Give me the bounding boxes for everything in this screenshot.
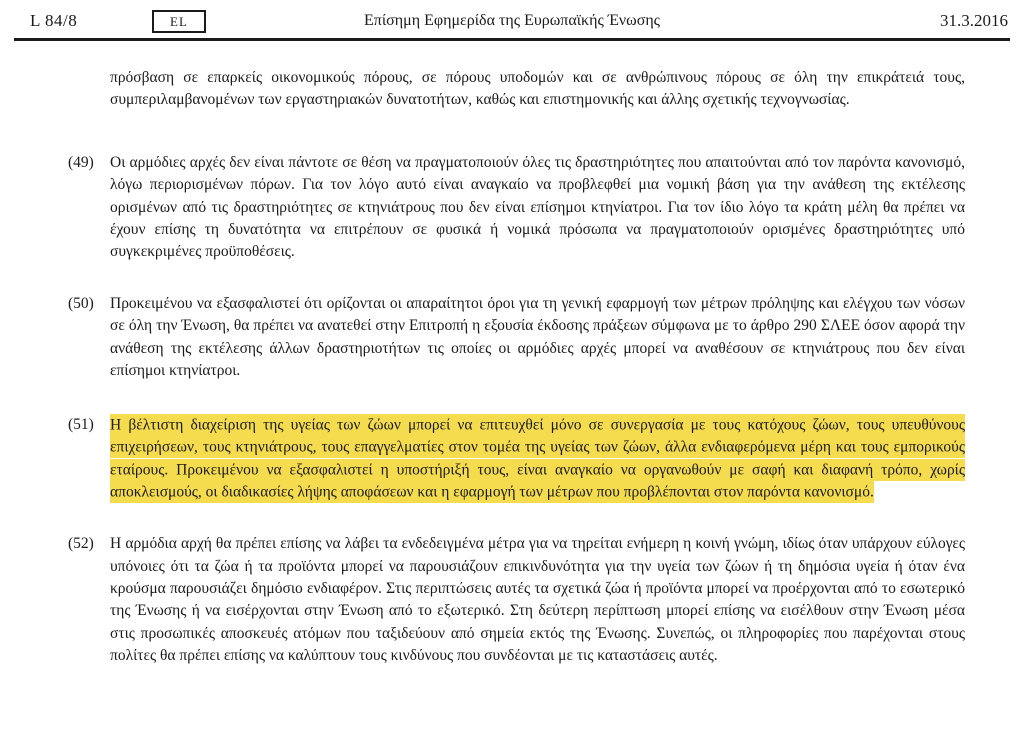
journal-title: Επίσημη Εφημερίδα της Ευρωπαϊκής Ένωσης	[363, 12, 661, 29]
recital-text	[110, 293, 965, 383]
recital-paragraph	[0, 293, 1024, 383]
recital-text	[110, 152, 965, 264]
recital-paragraph	[0, 533, 1024, 667]
header-divider	[14, 38, 1010, 41]
recital-number: (51)	[68, 416, 94, 434]
page-number: L 84/8	[30, 11, 78, 30]
recital-text-highlighted	[110, 414, 965, 504]
recitals-section	[0, 48, 1024, 668]
recital-paragraph	[0, 414, 1024, 504]
recital-number: (52)	[68, 535, 94, 553]
recital-paragraph	[0, 67, 1024, 112]
language-badge: EL	[152, 10, 206, 33]
recital-paragraph	[0, 152, 1024, 264]
highlight-marker: Η βέλτιστη διαχείριση της υγείας των ζώων μπορεί να επιτευχθεί μόνο σε συνεργασία με τους κατόχους ζώων, τους υπευθύνους επιχειρήσεων, τους κτηνιάτρους, τους επαγγελματίες στον τομέα της υγείας των ζώων, άλλα ενδιαφερόμενα μέρη και τους εμπορικούς εταίρους. Προκειμένου να εξασφαλιστεί η υποστήριξή τους, είναι αναγκαίο να οργανωθούν με σαφή και διαφανή τρόπο, χωρίς αποκλεισμούς, οι διαδικασίες λήψης αποφάσεων και η εφαρμογή των μέτρων που προβλέπονται στον παρόντα κανονισμό.	[110, 414, 965, 503]
recital-text	[110, 67, 965, 112]
recital-text-body: Η αρμόδια αρχή θα πρέπει επίσης να λάβει τα ενδεδειγμένα μέτρα για να τηρείται ενήμερη η κοινή γνώμη, ιδίως όταν υπάρχουν εύλογες υπόνοιες ότι τα ζώα ή τα προϊόντα μπορεί να παρουσιάζουν επικινδυνότητα για την υγεία των ζώων ή τη δημόσια υγεία ή όταν ένα κρούσμα παρουσιάζει δημόσιο ενδιαφέρον. Στις περιπτώσεις αυτές τα σχετικά ζώα ή προϊόντα μπορεί να προέρχονται από το εσωτερικό της Ένωσης ή να εισέρχονται στην Ένωση από το εξωτερικό. Στη δεύτερη περίπτωση μπορεί επίσης να εισέλθουν στην Ένωση μέσα στις προσωπικές αποσκευές ατόμων που ταξιδεύουν από σημεία εκτός της Ένωσης. Συνεπώς, οι πληροφορίες που παρέχονται στους πολίτες θα πρέπει επίσης να καλύπτουν τους κινδύνους που συνδέονται με τις καταστάσεις αυτές.	[110, 535, 965, 665]
journal-header	[0, 0, 1024, 48]
recital-text	[110, 533, 965, 667]
recital-text-body: Οι αρμόδιες αρχές δεν είναι πάντοτε σε θέση να πραγματοποιούν όλες τις δραστηριότητες που απαιτούνται από τον παρόντα κανονισμό, λόγω περιορισμένων πόρων. Για τον λόγο αυτό είναι αναγκαίο να προβλεφθεί μια νομική βάση για την ανάθεση της εκτέλεσης ορισμένων από τις δραστηριότητες σε κτηνιάτρους που δεν είναι επίσημοι κτηνίατροι. Για τον ίδιο λόγο τα κράτη μέλη θα πρέπει να έχουν επίσης τη δυνατότητα να επιτρέπουν σε φυσικά ή νομικά πρόσωπα να πραγματοποιούν ορισμένες δραστηριότητες υπό συγκεκριμένες προϋποθέσεις.	[110, 153, 965, 261]
recital-text-body: πρόσβαση σε επαρκείς οικονομικούς πόρους, σε πόρους υποδομών και σε ανθρώπινους πόρους σε όλη την επικράτειά τους, συμπεριλαμβανομένων των εργαστηριακών δυνατοτήτων, καθώς και επιστημονικής και άλλης σχετικής τεχνογνωσίας.	[110, 69, 965, 109]
recital-number: (49)	[68, 153, 94, 171]
publication-date: 31.3.2016	[940, 11, 1008, 30]
recital-number: (50)	[68, 294, 94, 312]
recital-text-body: Προκειμένου να εξασφαλιστεί ότι ορίζονται οι απαραίτητοι όροι για τη γενική εφαρμογή των μέτρων πρόληψης και ελέγχου των νόσων σε όλη την Ένωση, θα πρέπει να ανατεθεί στην Επιτροπή η εξουσία έκδοσης πράξεων σύμφωνα με το άρθρο 290 ΣΛΕΕ όσον αφορά την ανάθεση της εκτέλεσης άλλων δραστηριοτήτων τις οποίες οι αρμόδιες αρχές μπορεί να αναθέσουν σε κτηνιάτρους που δεν είναι επίσημοι κτηνίατροι.	[110, 294, 965, 380]
